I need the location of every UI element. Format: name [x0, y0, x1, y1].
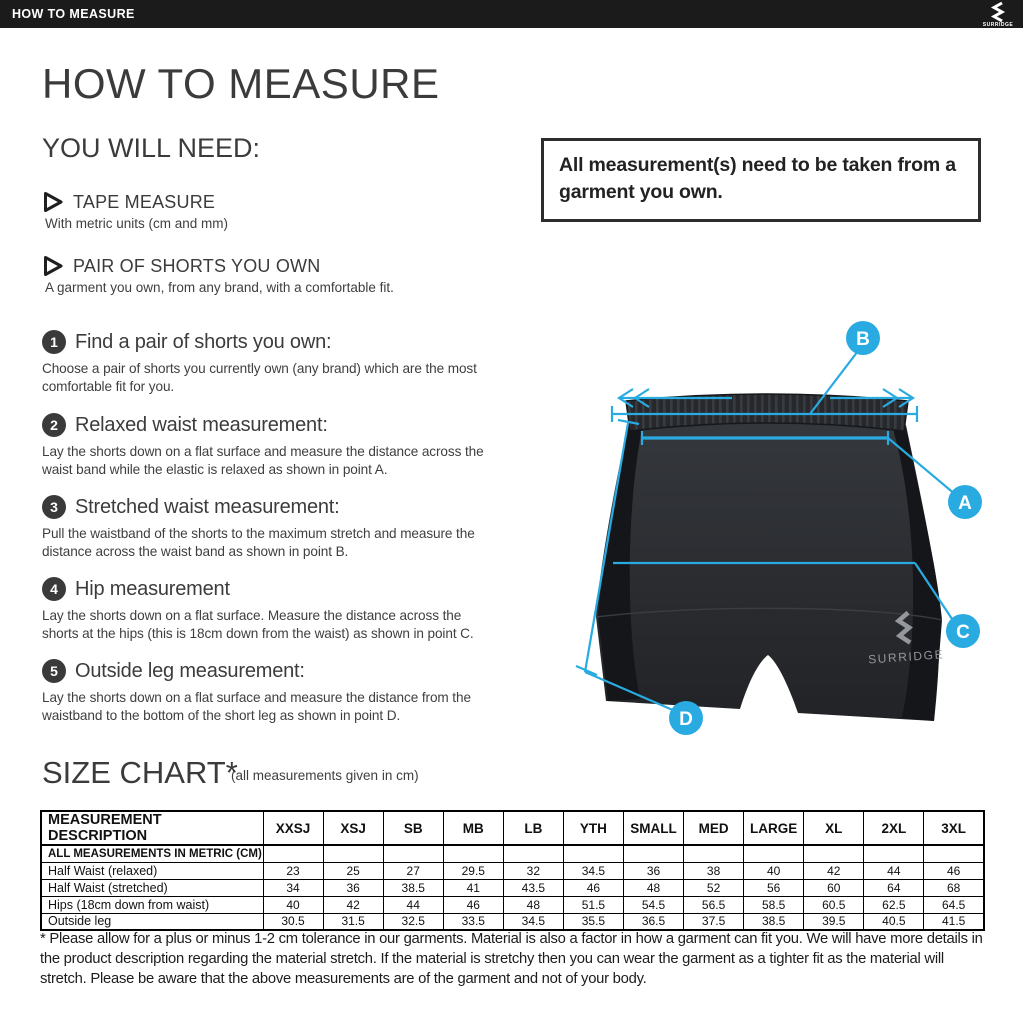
step-description: Choose a pair of shorts you currently own (any brand) which are the most comfortable fit for you.: [42, 361, 477, 395]
table-row: [41, 913, 984, 930]
step-description: Pull the waistband of the shorts to the maximum stretch and measure the distance across the waist band as shown in point B.: [42, 526, 475, 560]
metric-note-row: [41, 845, 984, 862]
empty-cell: [503, 845, 563, 862]
need-item-label: TAPE MEASURE: [73, 191, 216, 212]
empty-cell: [263, 845, 323, 862]
shorts-measurement-diagram: [572, 305, 1012, 760]
step-description: Lay the shorts down on a flat surface. Measure the distance across the shorts at the hips (this is 18cm down from the waist) as shown in point C.: [42, 608, 474, 642]
value-cell: 37.5: [684, 913, 744, 930]
column-header: MED: [684, 811, 744, 845]
column-header: XL: [804, 811, 864, 845]
value-cell: 60: [804, 879, 864, 896]
value-cell: 30.5: [263, 913, 323, 930]
value-cell: 46: [924, 862, 984, 879]
surridge-brand-icon: [983, 1, 1013, 27]
value-cell: 56.5: [684, 896, 744, 913]
surridge-logo-text: SURRIDGE: [983, 22, 1013, 27]
value-cell: 31.5: [323, 913, 383, 930]
you-will-need-heading: YOU WILL NEED:: [42, 133, 261, 163]
size-chart-heading: SIZE CHART*: [42, 755, 238, 790]
value-cell: 48: [503, 896, 563, 913]
step-number-badge: 3: [42, 495, 66, 519]
value-cell: 42: [323, 896, 383, 913]
column-header: XXSJ: [263, 811, 323, 845]
table-row: [41, 879, 984, 896]
value-cell: 42: [804, 862, 864, 879]
value-cell: 27: [383, 862, 443, 879]
value-cell: 51.5: [563, 896, 623, 913]
value-cell: 32.5: [383, 913, 443, 930]
top-bar: [0, 0, 1023, 28]
value-cell: 48: [623, 879, 683, 896]
need-item-description: With metric units (cm and mm): [45, 216, 229, 231]
column-header: YTH: [563, 811, 623, 845]
value-cell: 41.5: [924, 913, 984, 930]
value-cell: 46: [563, 879, 623, 896]
value-cell: 29.5: [443, 862, 503, 879]
row-label-cell: Half Waist (relaxed): [41, 862, 263, 879]
empty-cell: [563, 845, 623, 862]
value-cell: 34.5: [563, 862, 623, 879]
column-header: LARGE: [744, 811, 804, 845]
column-header-description: MEASUREMENT DESCRIPTION: [41, 811, 263, 845]
need-item-label: PAIR OF SHORTS YOU OWN: [73, 255, 321, 276]
value-cell: 44: [864, 862, 924, 879]
value-cell: 33.5: [443, 913, 503, 930]
need-item-description: A garment you own, from any brand, with a comfortable fit.: [45, 280, 394, 295]
value-cell: 23: [263, 862, 323, 879]
column-header: SB: [383, 811, 443, 845]
column-header: LB: [503, 811, 563, 845]
point-c-badge: C: [956, 622, 970, 643]
value-cell: 58.5: [744, 896, 804, 913]
step-title: Find a pair of shorts you own:: [75, 330, 332, 353]
value-cell: 35.5: [563, 913, 623, 930]
step-number-badge: 2: [42, 413, 66, 437]
empty-cell: [684, 845, 744, 862]
empty-cell: [323, 845, 383, 862]
value-cell: 62.5: [864, 896, 924, 913]
column-header: SMALL: [623, 811, 683, 845]
metric-note-cell: ALL MEASUREMENTS IN METRIC (CM): [41, 845, 263, 862]
size-chart-table: [40, 810, 985, 931]
size-chart-header-row: [41, 811, 984, 845]
top-bar-title: HOW TO MEASURE: [12, 7, 135, 21]
empty-cell: [924, 845, 984, 862]
step-2: [42, 413, 487, 479]
triangle-bullet-icon: [42, 255, 64, 277]
empty-cell: [804, 845, 864, 862]
notice-text: All measurement(s) need to be taken from a garment you own.: [559, 154, 956, 203]
value-cell: 54.5: [623, 896, 683, 913]
step-title: Hip measurement: [75, 577, 230, 600]
empty-cell: [443, 845, 503, 862]
value-cell: 46: [443, 896, 503, 913]
step-3: [42, 495, 487, 561]
column-header: XSJ: [323, 811, 383, 845]
step-4: [42, 577, 487, 643]
step-title: Outside leg measurement:: [75, 659, 305, 682]
step-description: Lay the shorts down on a flat surface and measure the distance across the waist band while the elastic is relaxed as shown in point A.: [42, 444, 484, 478]
row-label-cell: Hips (18cm down from waist): [41, 896, 263, 913]
row-label-cell: Half Waist (stretched): [41, 879, 263, 896]
point-a-badge: A: [958, 493, 972, 514]
point-b-badge: B: [856, 329, 870, 350]
value-cell: 36.5: [623, 913, 683, 930]
value-cell: 56: [744, 879, 804, 896]
need-item-tape-measure: [42, 191, 512, 231]
value-cell: 41: [443, 879, 503, 896]
value-cell: 43.5: [503, 879, 563, 896]
size-chart-subheading: (all measurements given in cm): [231, 768, 419, 783]
value-cell: 32: [503, 862, 563, 879]
value-cell: 38.5: [744, 913, 804, 930]
notice-box: [541, 138, 981, 222]
value-cell: 64.5: [924, 896, 984, 913]
garment-logo-text: SURRIDGE: [867, 647, 945, 667]
value-cell: 64: [864, 879, 924, 896]
value-cell: 39.5: [804, 913, 864, 930]
step-5: [42, 659, 487, 725]
empty-cell: [864, 845, 924, 862]
step-1: [42, 330, 487, 396]
value-cell: 40: [263, 896, 323, 913]
need-item-shorts: [42, 255, 512, 295]
triangle-bullet-icon: [42, 191, 64, 213]
empty-cell: [623, 845, 683, 862]
value-cell: 44: [383, 896, 443, 913]
empty-cell: [383, 845, 443, 862]
step-number-badge: 4: [42, 577, 66, 601]
step-title: Relaxed waist measurement:: [75, 413, 328, 436]
step-title: Stretched waist measurement:: [75, 495, 340, 518]
value-cell: 38.5: [383, 879, 443, 896]
point-d-badge: D: [679, 709, 693, 730]
footnote-text: * Please allow for a plus or minus 1-2 cm tolerance in our garments. Material is also a factor in how a garment can fit you. We will have more details in the product description regarding the material stretch. If the material is stretchy then you can wear the garment as a tighter fit as the material will stretch. Please be aware that the above measurements are of the garment and not of your body.: [40, 931, 983, 987]
value-cell: 38: [684, 862, 744, 879]
step-number-badge: 1: [42, 330, 66, 354]
value-cell: 36: [323, 879, 383, 896]
value-cell: 34.5: [503, 913, 563, 930]
value-cell: 34: [263, 879, 323, 896]
value-cell: 25: [323, 862, 383, 879]
value-cell: 36: [623, 862, 683, 879]
value-cell: 40.5: [864, 913, 924, 930]
row-label-cell: Outside leg: [41, 913, 263, 930]
empty-cell: [744, 845, 804, 862]
value-cell: 40: [744, 862, 804, 879]
value-cell: 60.5: [804, 896, 864, 913]
step-description: Lay the shorts down on a flat surface and measure the distance from the waistband to the bottom of the short leg as shown in point D.: [42, 690, 471, 724]
step-number-badge: 5: [42, 659, 66, 683]
table-row: [41, 862, 984, 879]
value-cell: 52: [684, 879, 744, 896]
table-row: [41, 896, 984, 913]
size-chart-body: [41, 845, 984, 930]
column-header: 3XL: [924, 811, 984, 845]
value-cell: 68: [924, 879, 984, 896]
column-header: MB: [443, 811, 503, 845]
column-header: 2XL: [864, 811, 924, 845]
page-title: HOW TO MEASURE: [42, 60, 440, 107]
